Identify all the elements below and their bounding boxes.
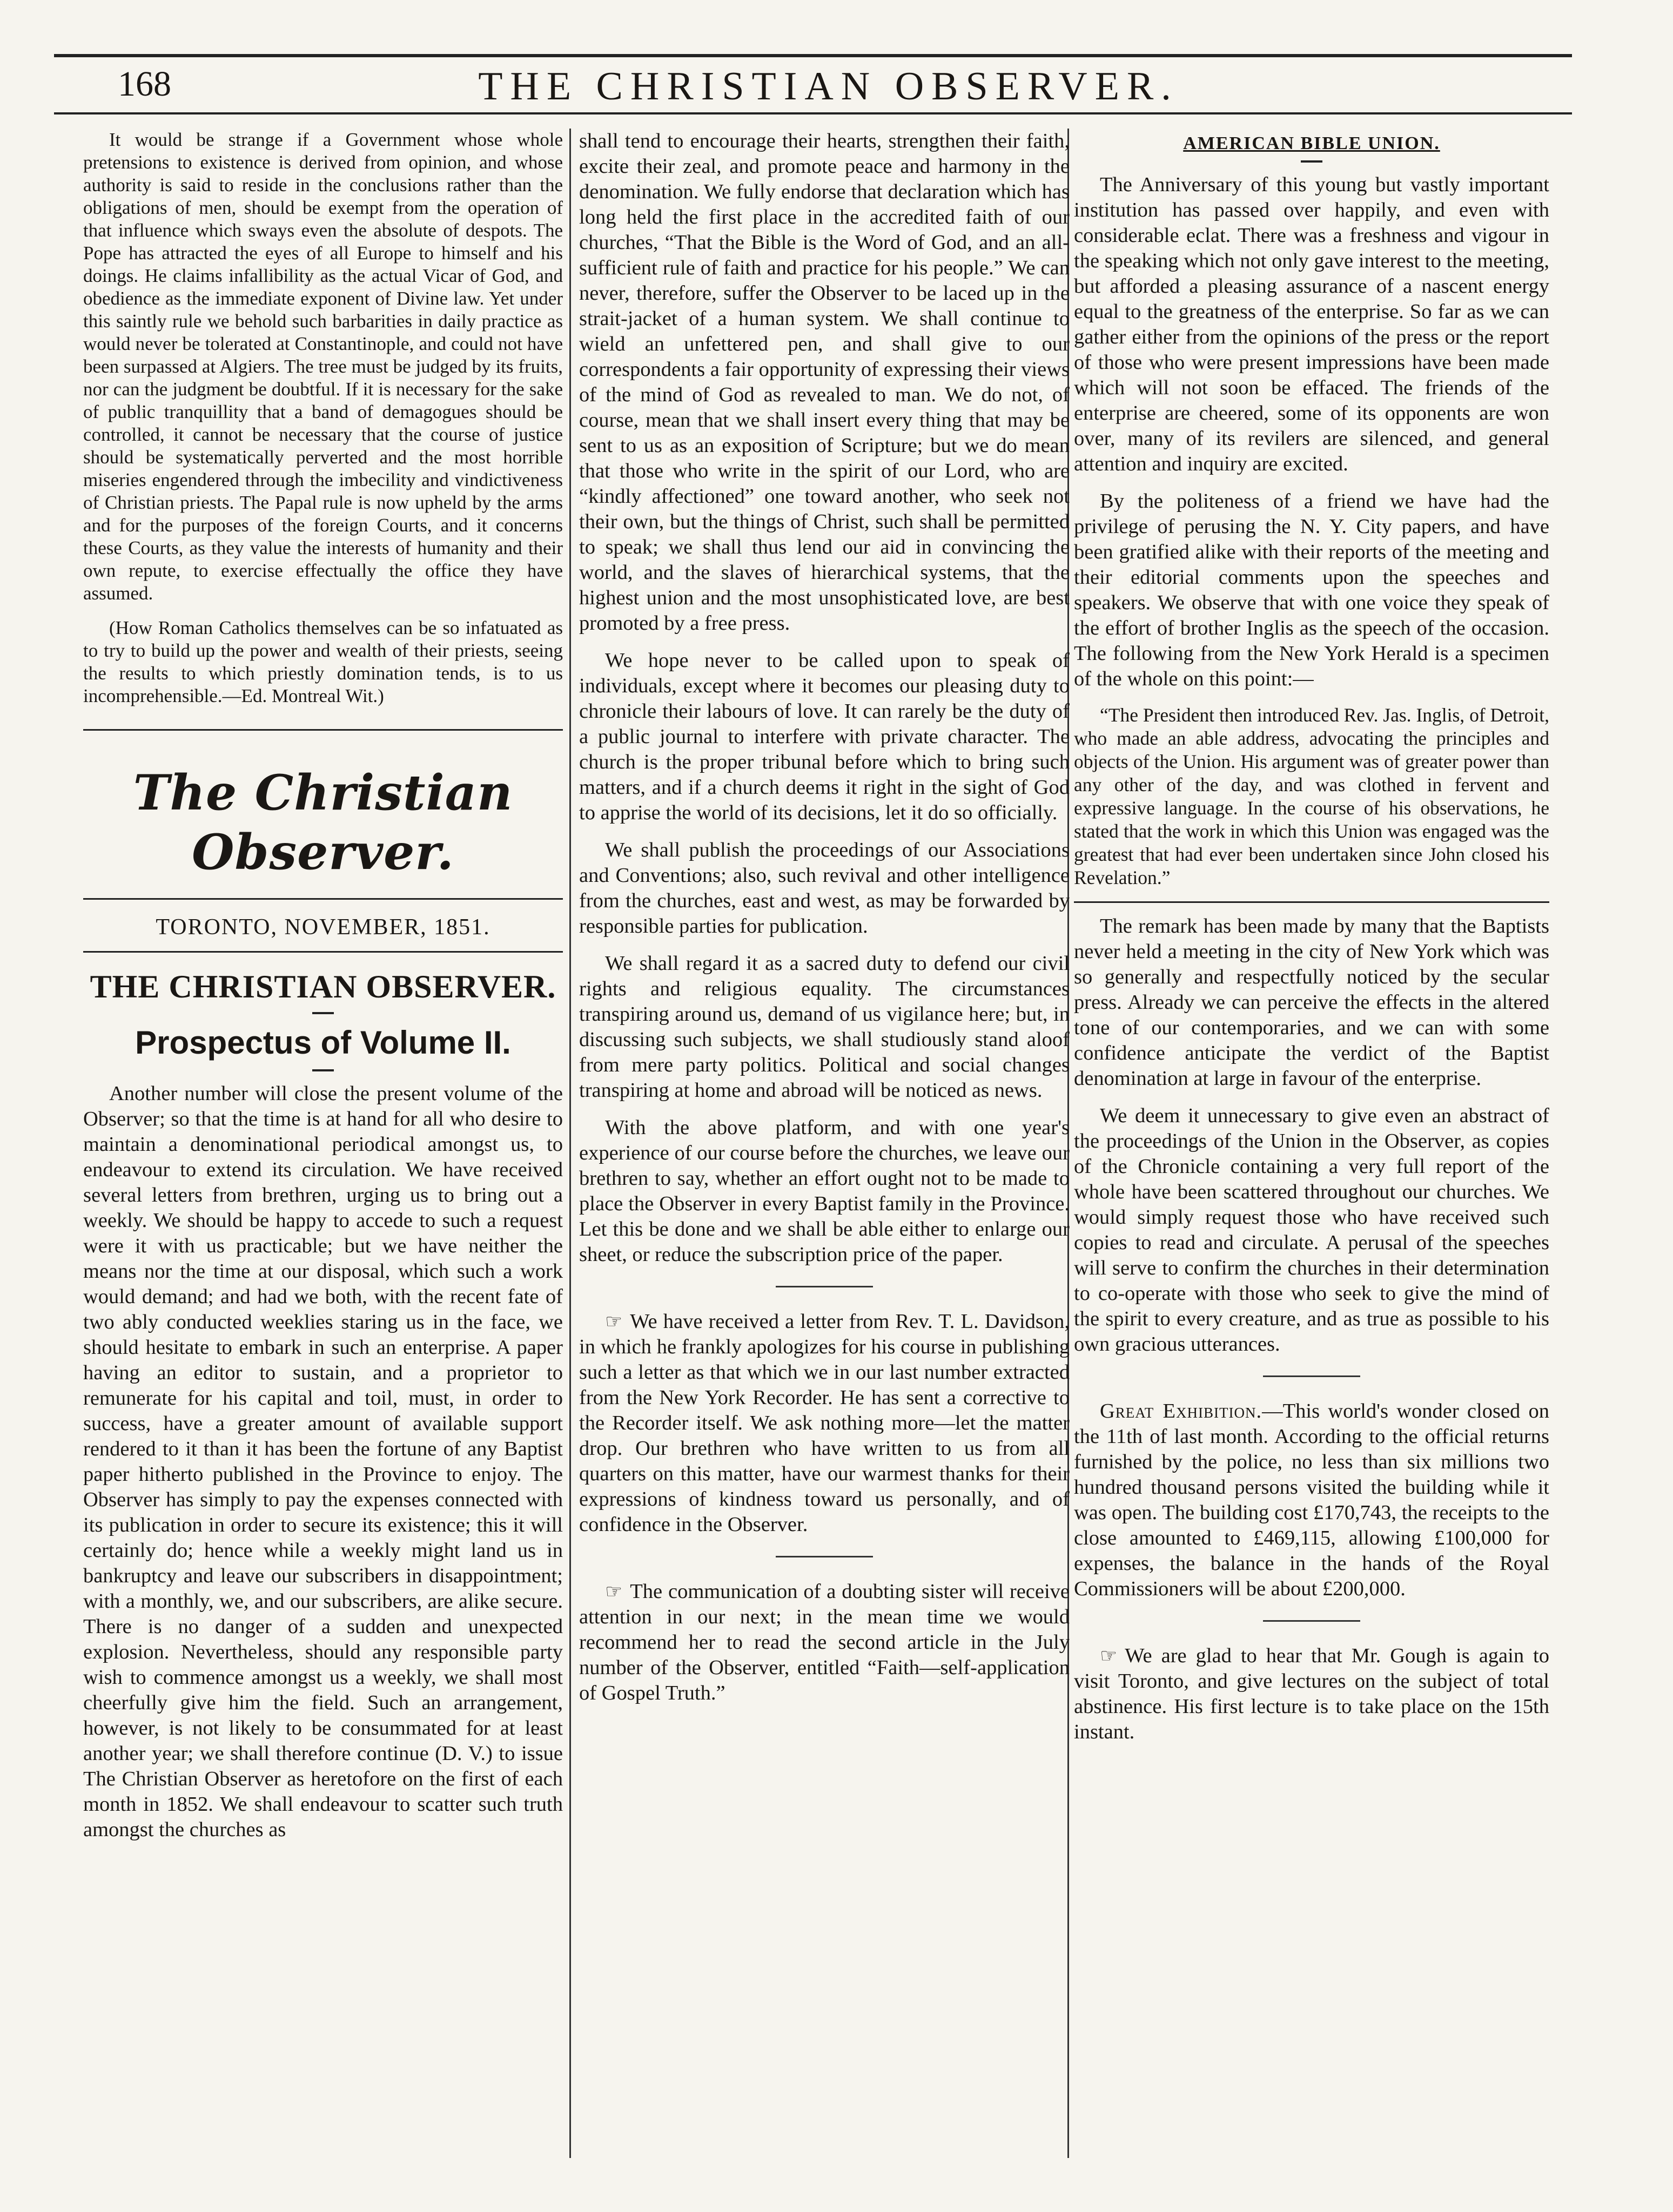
pointing-hand-icon: ☞: [605, 1311, 623, 1333]
divider: [83, 898, 563, 900]
editorial-note: (How Roman Catholics themselves can be so infatuated as to try to build up the power and wealth of their priests, seeing the results to which priestly domination tends, is to us incomprehensible.—Ed. Montreal Wit.): [83, 617, 563, 706]
paragraph-ny-papers: By the politeness of a friend we have had the privilege of perusing the N. Y. City papers, and have been gratified alike with their reports of the meeting and their editorial comments upon the speeches and speakers. We observe that with one voice they speak of the effort of brother Inglis as the speech of the occasion. The following from the New York Herald is a specimen of the whole on this point:—: [1074, 490, 1549, 690]
prospectus-body: Another number will close the present volume of the Observer; so that the time is at hand for all who desire to maintain a denominational periodical amongst us, to endeavour to extend its circulation. We have received several letters from brethren, urging us to bring out a weekly. We should be happy to accede to such a request were it with us practicable; but we have neither the means nor the time at our disposal, which such a work would demand; and had we both, with the recent fate of two ably conducted weeklies staring us in the face, we should hesitate to embark in such an enterprise. A paper having an editor to sustain, and a proprietor to remunerate for his capital and toil, must, in order to success, have a greater amount of available support rendered to it than it has been the fortune of any Baptist paper hitherto published in the Province to enjoy. The Observer has simply to pay the expenses connected with its publication in order to secure its existence; this it will certainly do; hence while a weekly might land us in bankruptcy and leave our subscribers in disappointment; with a monthly, we, and our subscribers, are alike secure. There is no danger of a sudden and unexpected explosion. Nevertheless, should any responsible party wish to commence amongst us a weekly, we shall most cheerfully give him the field. Such an arrangement, however, is not likely to be consummated for at least another year; we shall therefore continue (D. V.) to issue The Christian Observer as heretofore on the first of each month in 1852. We shall endeavour to scatter such truth amongst the churches as: [83, 1082, 563, 1841]
paragraph-individuals: We hope never to be called upon to speak of individuals, except where it becomes our pleasing duty to chronicle their labours of love. It can rarely be the duty of a public journal to interfere with private character. The church is the proper tribunal before which to bring such matters, and if a church deems it right in the sight of God to apprise the world of its decisions, let it do so officially.: [579, 649, 1070, 824]
paper-title: THE CHRISTIAN OBSERVER.: [90, 969, 556, 1004]
section-divider: [776, 1556, 873, 1557]
section-divider: [776, 1286, 873, 1287]
notice-gough: We are glad to hear that Mr. Gough is again to visit Toronto, and give lectures on the subject of total abstinence. His first lecture is to take place on the 15th instant.: [1074, 1644, 1549, 1743]
dash-rule: [312, 1069, 334, 1071]
page-number: 168: [118, 64, 171, 104]
paragraph-abstract: We deem it unnecessary to give even an abstract of the proceedings of the Union in the Observer, as copies of the Chronicle containing a very full report of the whole have been scattered throughout our churches. We would simply request those who have received such copies to read and circulate. A perusal of the speeches will serve to confirm the churches in their determination to co-operate with those who seek to give the mind of the spirit to every creature, and as true as possible to his own gracious utterances.: [1074, 1104, 1549, 1355]
column-divider-1: [569, 129, 571, 2158]
pointing-hand-icon: ☞: [1100, 1645, 1118, 1667]
divider: [1074, 901, 1549, 903]
divider: [83, 951, 563, 953]
dash-rule: [312, 1012, 334, 1014]
column-2: [579, 129, 1070, 2169]
section-divider: [1263, 1620, 1360, 1622]
prospectus-heading: Prospectus of Volume II.: [135, 1024, 511, 1061]
masthead-title: THE CHRISTIAN OBSERVER.: [478, 64, 1179, 109]
notice-doubting-sister: The communication of a doubting sister will receive attention in our next; in the mean time we would recommend her to read the second article in the July number of the Observer, entitled “Faith—self-application of Gospel Truth.”: [579, 1580, 1070, 1704]
paragraph-civil-rights: We shall regard it as a sacred duty to defend our civil rights and religious equality. The circumstances transpiring around us, demand of us vigilance here; but, in discussing such subjects, we shall studiously stand aloof from mere party politics. Political and social changes transpiring at home and abroad will be noticed as news.: [579, 952, 1070, 1102]
prospectus-continued: shall tend to encourage their hearts, strengthen their faith, excite their zeal, and promote peace and harmony in the denomination. We fully endorse that declaration which has long held the first place in the accredited faith of our churches, “That the Bible is the Word of God, and an all-sufficient rule of faith and practice for his people.” We can never, therefore, suffer the Observer to be laced up in the strait-jacket of a human system. We shall continue to wield an unfettered pen, and shall give to our correspondents a fair opportunity of expressing their views of the mind of God as revealed to man. We do not, of course, mean that we shall insert every thing that may be sent to us as an exposition of Scripture; but we do mean that those who write in the spirit of our Lord, who are “kindly affectioned” one toward another, who seek not their own, but the things of Christ, such shall be permitted to speak; we shall thus lend our aid in convincing the world, and the slaves of hierarchical systems, that the highest union and the most unsophisticated love, are best promoted by a free press.: [579, 130, 1070, 635]
paragraph-anniversary: The Anniversary of this young but vastly important institution has passed over happily, and even with considerable eclat. There was a freshness and vigour in the speaking which not only gave interest to the meeting, but afforded a pleasing assurance of a nascent energy equal to the greatness of the enterprise. So far as we can gather either from the opinions of the press or the report of those who were present impressions have been made which will not soon be effaced. The friends of the enterprise are cheered, some of its opponents are won over, many of its revilers are silenced, and general attention and inquiry are excited.: [1074, 173, 1549, 475]
masthead-rule: [54, 112, 1572, 114]
paragraph-great-exhibition: —This world's wonder closed on the 11th of last month. According to the official returns furnished by the police, no less than six millions two hundred thousand persons visited the building while it was open. The building cost £170,743, the receipts to the close amounted to £469,115, allowing £100,000 for expenses, the balance in the hands of the Royal Commissioners will be about £200,000.: [1074, 1400, 1549, 1600]
paragraph-secular-press: The remark has been made by many that the Baptists never held a meeting in the city of New York which was so generally and respectfully noticed by the secular press. Already we can perceive the effects in the altered tone of our contemporaries, and we can with some confidence anticipate the verdict of the Baptist denomination at large in favour of the enterprise.: [1074, 915, 1549, 1090]
article-papal-rule: It would be strange if a Government whose whole pretensions to existence is derived from opinion, and whose authority is said to reside in the conclusions rather than the obligations of men, should be exempt from the operation of that influence which sways even the absolute of despots. The Pope has attracted the eyes of all Europe to himself and his doings. He claims infallibility as the actual Vicar of God, and obedience as the immediate exponent of Divine law. Yet under this saintly rule we behold such barbarities in daily practice as would never be tolerated at Constantinople, and could not have been surpassed at Algiers. The tree must be judged by its fruits, nor can the judgment be doubtful. If it is necessary for the sake of public tranquillity that a band of demagogues should be controlled, it cannot be necessary that the course of justice should be systematically perverted and the most horrible miseries engendered through the imbecility and vindictiveness of Christian priests. The Papal rule is now upheld by the arms and for the purposes of the foreign Courts, and it concerns these Courts, as they value the interests of humanity and their own repute, to exercise effectually the office they have assumed.: [83, 129, 563, 604]
nameplate: The Christian Observer.: [133, 764, 513, 881]
column-3: [1074, 129, 1549, 2169]
dash-rule: [1301, 160, 1322, 163]
column-1: [83, 129, 563, 2169]
quote-ny-herald: “The President then introduced Rev. Jas. Inglis, of Detroit, who made an able address, advocating the principles and objects of the Union. His argument was of greater power than any other of the day, and was clothed in fervent and expressive language. In the course of his observations, he stated that the work in which this Union was engaged was the greatest that had ever been undertaken since John closed his Revelation.”: [1074, 704, 1549, 888]
divider: [83, 729, 563, 731]
notice-davidson: We have received a letter from Rev. T. L. Davidson, in which he frankly apologizes for his course in publishing such a letter as that which we in our last number extracted from the New York Recorder. He has sent a corrective to the Recorder itself. We ask nothing more—let the matter drop. Our brethren who have written to us from all quarters on this matter, have our warmest thanks for their expressions of kindness toward us personally, and of confidence in the Observer.: [579, 1310, 1070, 1536]
section-heading-bible-union: AMERICAN BIBLE UNION.: [1183, 133, 1440, 153]
pointing-hand-icon: ☞: [605, 1581, 623, 1603]
top-rule: [54, 54, 1572, 57]
paragraph-platform: With the above platform, and with one year's experience of our course before the churches, we leave our brethren to say, whether an effort ought not to be made to place the Observer in every Baptist family in the Province. Let this be done and we shall be able either to enlarge our sheet, or reduce the subscription price of the paper.: [579, 1116, 1070, 1266]
paragraph-associations: We shall publish the proceedings of our Associations and Conventions; also, such revival and other intelligence from the churches, east and west, as may be forwarded by responsible parties for publication.: [579, 839, 1070, 938]
great-exhibition-label: Great Exhibition.: [1100, 1400, 1262, 1422]
dateline: TORONTO, NOVEMBER, 1851.: [156, 915, 491, 940]
section-divider: [1263, 1375, 1360, 1377]
masthead: [65, 64, 1592, 116]
